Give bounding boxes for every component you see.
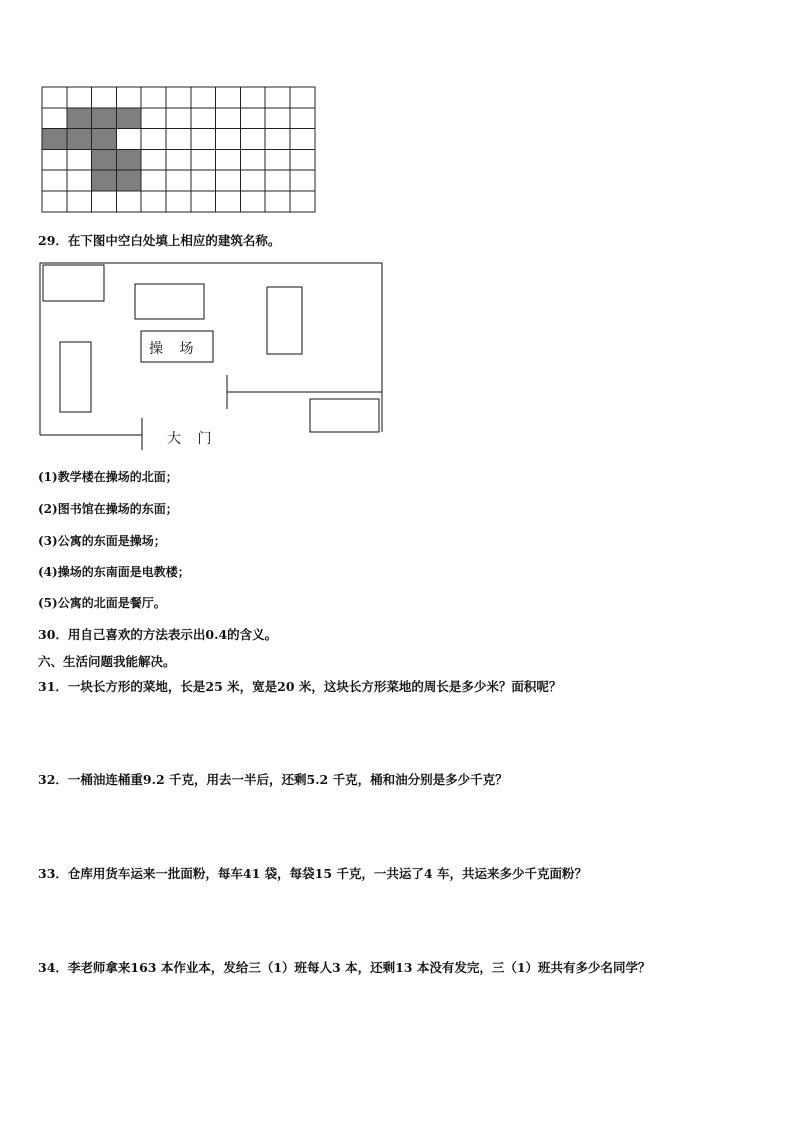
grid-cell [191, 191, 216, 212]
grid-cell [42, 170, 67, 191]
grid-cell [166, 129, 191, 150]
grid-cell [216, 129, 241, 150]
question-32: 32．一桶油连桶重9.2 千克，用去一半后，还剩5.2 千克，桶和油分别是多少千克？ [38, 772, 508, 787]
grid-cell [166, 87, 191, 108]
grid-cell [141, 129, 166, 150]
grid-cell [290, 191, 315, 212]
grid-cell [67, 149, 92, 170]
clue-5: (5)公寓的北面是餐厅。 [38, 596, 166, 610]
building-box-southeast [310, 399, 379, 432]
grid-cell [290, 129, 315, 150]
grid-cell [290, 108, 315, 129]
grid-cell-filled [67, 108, 92, 129]
grid-cell [166, 149, 191, 170]
grid-cell [290, 170, 315, 191]
grid-cell [141, 108, 166, 129]
grid-cell [92, 87, 117, 108]
question-34: 34．李老师拿来163 本作业本，发给三（1）班每人3 本，还剩13 本没有发完，三（1）班共有多少名同学？ [38, 960, 651, 975]
playground-label: 操 场 [149, 341, 200, 357]
grid-cell [116, 87, 141, 108]
grid-cell [141, 170, 166, 191]
grid-cell [265, 149, 290, 170]
grid-cell [290, 87, 315, 108]
grid-cell [265, 129, 290, 150]
grid-cell-filled [67, 129, 92, 150]
grid-cell [166, 170, 191, 191]
shape-grid [41, 86, 317, 214]
grid-cell [216, 149, 241, 170]
grid-cell [42, 87, 67, 108]
clue-2: (2)图书馆在操场的东面； [38, 502, 178, 516]
grid-cell-filled [42, 129, 67, 150]
grid-cell [166, 191, 191, 212]
grid-cell-filled [116, 170, 141, 191]
grid-cell [191, 149, 216, 170]
grid-cell [216, 191, 241, 212]
grid-cell-filled [92, 108, 117, 129]
grid-cell [191, 108, 216, 129]
grid-cell-filled [116, 149, 141, 170]
grid-cell [141, 149, 166, 170]
question-29: 29．在下图中空白处填上相应的建筑名称。 [38, 233, 281, 248]
grid-cell [141, 87, 166, 108]
grid-cell [240, 87, 265, 108]
grid-cell [92, 191, 117, 212]
grid-cell [265, 191, 290, 212]
grid-cell [141, 191, 166, 212]
building-box-northwest [43, 265, 104, 301]
grid-cell [290, 149, 315, 170]
grid-cell [265, 170, 290, 191]
clue-4: (4)操场的东南面是电教楼； [38, 565, 190, 579]
grid-cell [240, 170, 265, 191]
grid-cell [240, 191, 265, 212]
grid-cell [240, 129, 265, 150]
grid-cell [42, 108, 67, 129]
grid-cell [265, 87, 290, 108]
question-33: 33．仓库用货车运来一批面粉，每车41 袋，每袋15 千克，一共运了4 车，共运来多少千克面粉？ [38, 866, 587, 881]
grid-cell [191, 170, 216, 191]
grid-cell [216, 170, 241, 191]
grid-cell [166, 108, 191, 129]
grid-cell [265, 108, 290, 129]
grid-cell [116, 129, 141, 150]
grid-cell [216, 108, 241, 129]
grid-cell [116, 191, 141, 212]
grid-cell [67, 191, 92, 212]
grid-cell [42, 191, 67, 212]
grid-cell-filled [92, 129, 117, 150]
grid-cell [240, 108, 265, 129]
gate-label: 大 门 [167, 431, 218, 447]
grid-cell [67, 170, 92, 191]
clue-1: (1)教学楼在操场的北面； [38, 470, 178, 484]
building-box-east [267, 287, 302, 354]
section-six-heading: 六、生活问题我能解决。 [38, 654, 176, 669]
building-box-north [135, 284, 204, 319]
grid-cell [42, 149, 67, 170]
building-box-west [60, 342, 91, 412]
question-31: 31．一块长方形的菜地，长是25 米，宽是20 米，这块长方形菜地的周长是多少米？面积呢？ [38, 679, 562, 694]
grid-cell-filled [116, 108, 141, 129]
grid-cell [240, 149, 265, 170]
grid-cell [191, 87, 216, 108]
clue-3: (3)公寓的东面是操场； [38, 534, 166, 548]
grid-cell [216, 87, 241, 108]
grid-cell [191, 129, 216, 150]
question-30: 30．用自己喜欢的方法表示出0.4的含义。 [38, 627, 278, 642]
campus-map [36, 258, 386, 453]
grid-cell-filled [92, 170, 117, 191]
grid-cell-filled [92, 149, 117, 170]
grid-cell [67, 87, 92, 108]
